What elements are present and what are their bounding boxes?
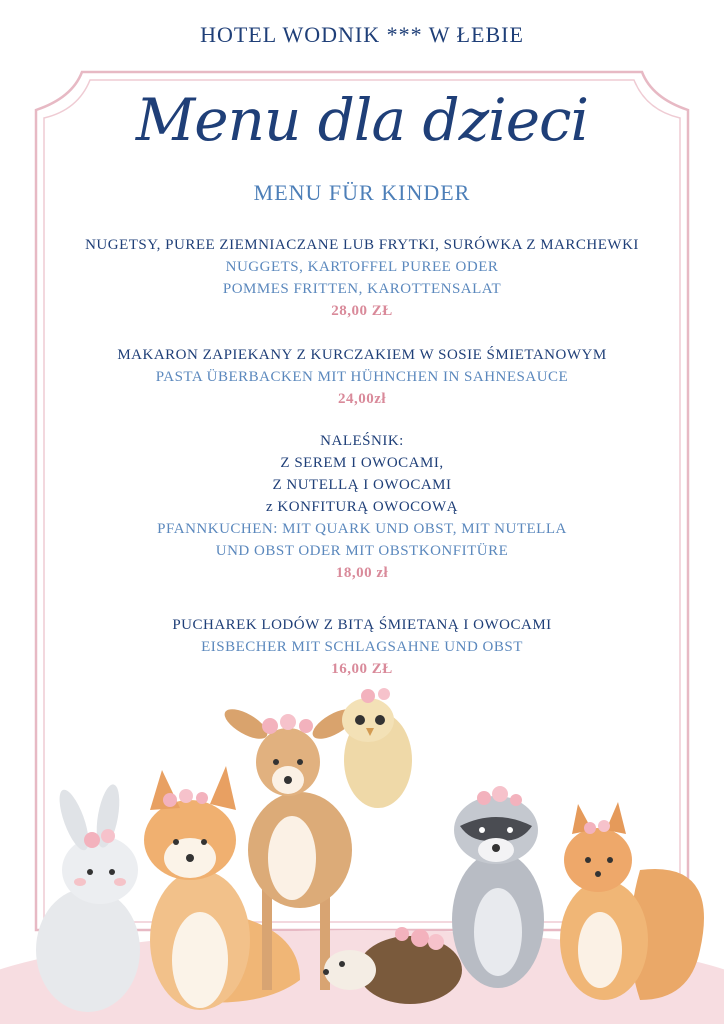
squirrel-figure bbox=[560, 802, 704, 1000]
woodland-animals-illustration bbox=[0, 680, 724, 1024]
item-name-pl: z KONFITURĄ OWOCOWĄ bbox=[266, 499, 458, 515]
menu-title: Menu dla dzieci bbox=[135, 86, 589, 154]
item-name-pl: NALEŚNIK: bbox=[320, 433, 404, 449]
menu-item-pancake bbox=[40, 430, 684, 584]
item-name-de: POMMES FRITTEN, KAROTTENSALAT bbox=[222, 281, 502, 297]
owl-figure bbox=[342, 688, 412, 808]
item-price: 28,00 ZŁ bbox=[331, 303, 393, 319]
item-name-de: UND OBST ODER MIT OBSTKONFITÜRE bbox=[215, 543, 509, 559]
raccoon-figure bbox=[452, 786, 544, 988]
item-name-pl: Z NUTELLĄ I OWOCAMI bbox=[272, 477, 452, 493]
item-name-de: PFANNKUCHEN: MIT QUARK UND OBST, MIT NUTELLA bbox=[157, 521, 567, 537]
item-name-de: PASTA ÜBERBACKEN MIT HÜHNCHEN IN SAHNESAUCE bbox=[155, 369, 569, 385]
item-name-pl: PUCHAREK LODÓW Z BITĄ ŚMIETANĄ I OWOCAMI bbox=[172, 617, 552, 633]
item-name-pl: Z SEREM I OWOCAMI, bbox=[280, 455, 444, 471]
menu-item-nuggets bbox=[40, 234, 684, 322]
menu-item-pasta bbox=[40, 344, 684, 410]
item-name-de: EISBECHER MIT SCHLAGSAHNE UND OBST bbox=[201, 639, 523, 655]
rabbit-figure bbox=[36, 783, 140, 1012]
item-price: 24,00zł bbox=[337, 391, 387, 407]
menu-subtitle: MENU FÜR KINDER bbox=[253, 180, 471, 205]
item-name-de: NUGGETS, KARTOFFEL PUREE ODER bbox=[225, 259, 499, 275]
hotel-name: HOTEL WODNIK *** W ŁEBIE bbox=[200, 22, 524, 47]
item-name-pl: MAKARON ZAPIEKANY Z KURCZAKIEM W SOSIE ŚMIETANOWYM bbox=[117, 347, 607, 363]
item-name-pl: NUGETSY, PUREE ZIEMNIACZANE LUB FRYTKI, SURÓWKA Z MARCHEWKI bbox=[85, 237, 639, 253]
item-price: 18,00 zł bbox=[335, 565, 389, 581]
menu-item-ice-cream bbox=[40, 614, 684, 680]
item-price: 16,00 ZŁ bbox=[331, 661, 393, 677]
